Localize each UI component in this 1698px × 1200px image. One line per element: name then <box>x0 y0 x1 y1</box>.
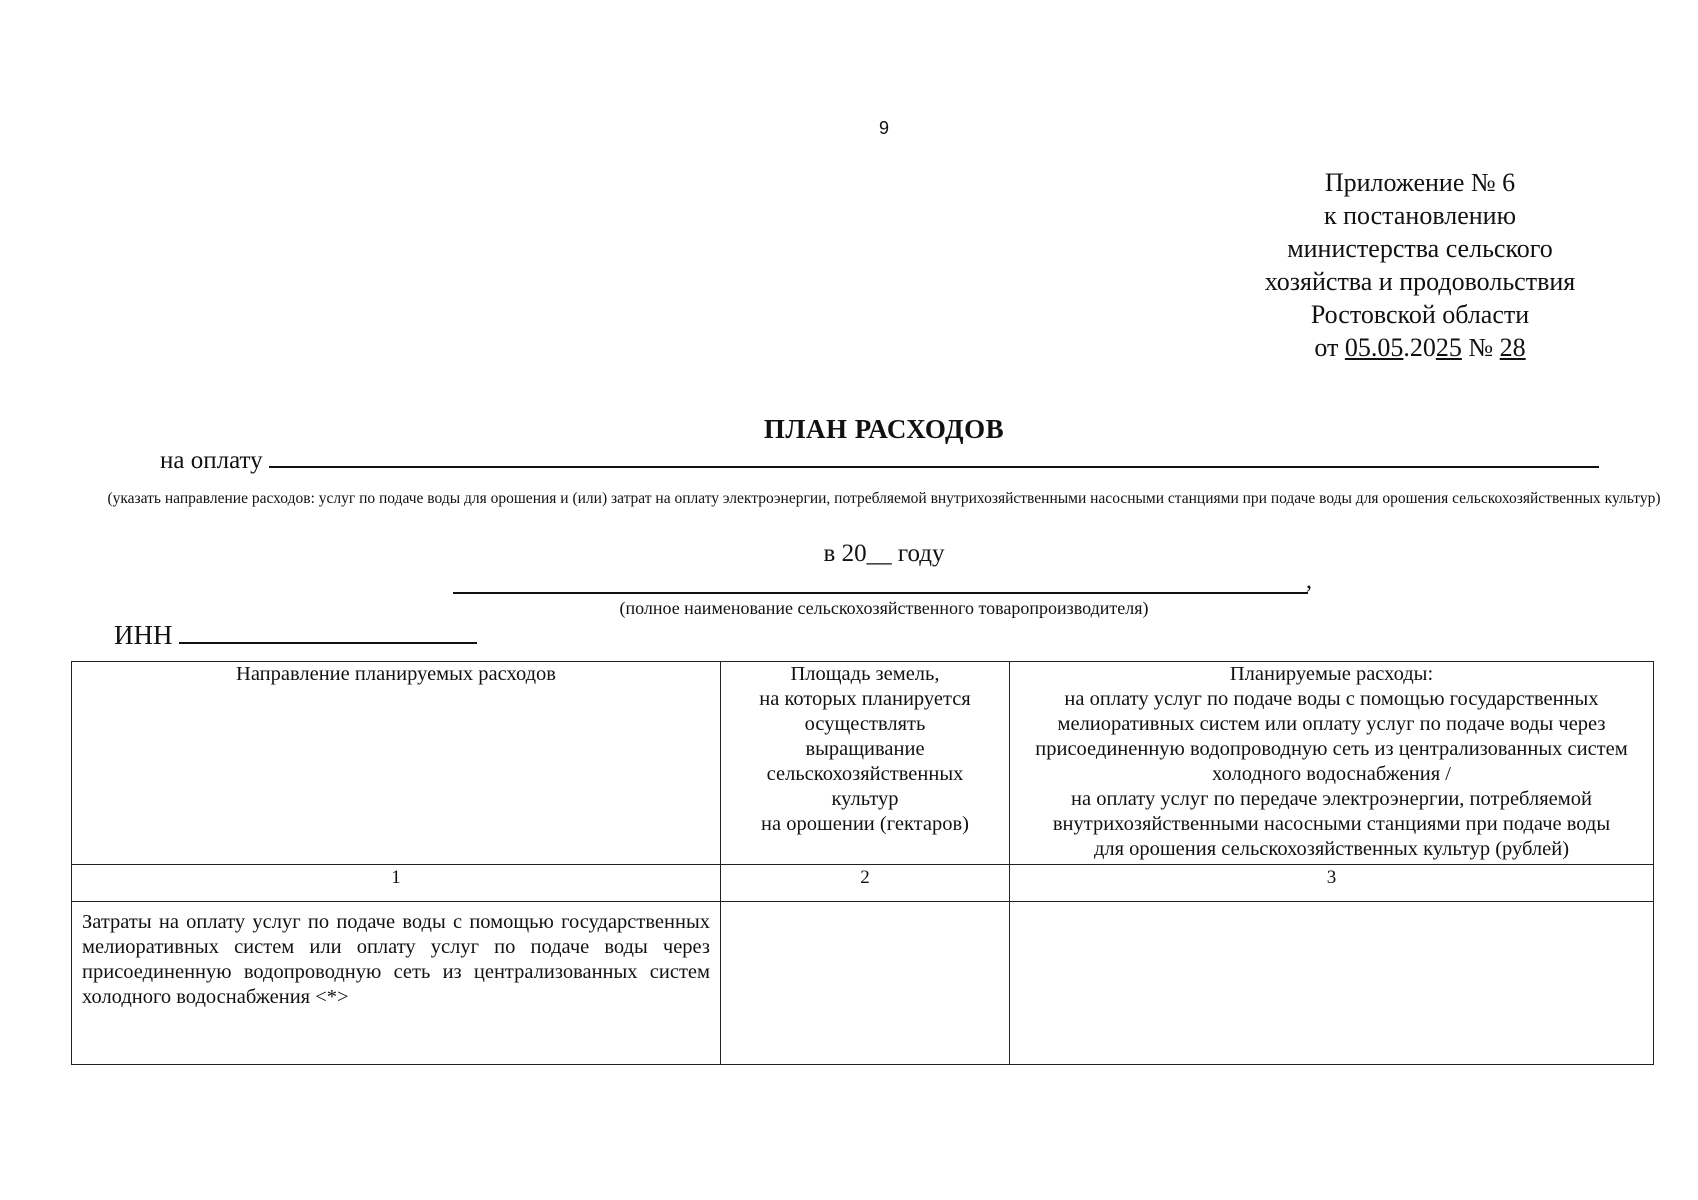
header-area-line: на которых планируется <box>759 688 971 710</box>
header-area-line: Площадь земель, <box>790 663 940 685</box>
date-prefix: от <box>1314 333 1345 362</box>
header-area-line: культур <box>831 788 899 810</box>
payment-label: на оплату <box>160 447 263 474</box>
appendix-date-line <box>1220 331 1620 364</box>
number-prefix: № <box>1461 333 1500 362</box>
date-year-suffix: 25 <box>1435 333 1462 362</box>
column-number: 3 <box>1010 865 1654 902</box>
appendix-title: Приложение № 6 <box>1324 168 1516 197</box>
area-cell[interactable] <box>721 902 1010 1065</box>
header-expenses-line: на оплату услуг по подаче воды с помощью государственных <box>1064 688 1599 710</box>
producer-name-comma: , <box>1306 568 1312 594</box>
appendix-line: министерства сельского <box>1287 234 1553 263</box>
column-number: 1 <box>72 865 721 902</box>
year-line: в 20__ году <box>823 540 945 567</box>
payment-direction-hint: (указать направление расходов: услуг по подаче воды для орошения и (или) затрат на оплату электроэнергии, потребляемой внутрихозяйственными насосными станциями при подаче воды для орошения сельскохозяйственных культур) <box>107 490 1661 507</box>
header-expenses-line: для орошения сельскохозяйственных культур (рублей) <box>1093 838 1570 860</box>
page-number: 9 <box>878 118 889 138</box>
header-expenses <box>1010 662 1654 865</box>
table-header-row <box>72 662 1654 865</box>
date-day-month: 05.05 <box>1344 333 1404 362</box>
document-number: 28 <box>1499 333 1526 362</box>
header-area-line: осуществлять <box>804 713 926 735</box>
column-number: 2 <box>721 865 1010 902</box>
date-year-prefix: .20 <box>1403 333 1436 362</box>
header-area <box>721 662 1010 865</box>
inn-label: ИНН <box>114 620 173 650</box>
inn-blank[interactable] <box>179 620 477 644</box>
header-expenses-line: холодного водоснабжения / <box>1212 763 1451 785</box>
appendix-header <box>1220 166 1620 364</box>
payment-direction-line <box>160 446 1599 475</box>
producer-name-blank[interactable] <box>453 570 1308 594</box>
column-number-row <box>72 865 1654 902</box>
header-expenses-line: на оплату услуг по передаче электроэнергии, потребляемой <box>1071 788 1592 810</box>
table-row <box>72 902 1654 1065</box>
direction-cell: Затраты на оплату услуг по подаче воды с помощью государственных мелиоративных систем или оплату услуг по подаче воды через присоединенную водопроводную сеть из централизованных систем холодного водоснабжения <*> <box>72 902 721 1065</box>
header-expenses-line: присоединенную водопроводную сеть из централизованных систем <box>1035 738 1628 760</box>
header-area-line: выращивание <box>805 738 925 760</box>
appendix-line: хозяйства и продовольствия <box>1264 267 1576 296</box>
document-title: ПЛАН РАСХОДОВ <box>763 414 1005 444</box>
header-expenses-line: мелиоративных систем или оплату услуг по подаче воды через <box>1057 713 1606 735</box>
appendix-line: к постановлению <box>1323 201 1517 230</box>
inn-line <box>114 620 477 651</box>
appendix-line: Ростовской области <box>1310 300 1530 329</box>
header-expenses-line: Планируемые расходы: <box>1229 663 1434 685</box>
expense-plan-table <box>71 661 1654 1065</box>
header-expenses-line: внутрихозяйственными насосными станциями при подаче воды <box>1052 813 1611 835</box>
header-direction: Направление планируемых расходов <box>72 662 721 865</box>
producer-name-hint: (полное наименование сельскохозяйственного товаропроизводителя) <box>619 598 1149 618</box>
header-area-line: на орошении (гектаров) <box>761 813 969 835</box>
expenses-cell[interactable] <box>1010 902 1654 1065</box>
payment-direction-blank[interactable] <box>269 446 1599 468</box>
header-area-line: сельскохозяйственных <box>766 763 964 785</box>
